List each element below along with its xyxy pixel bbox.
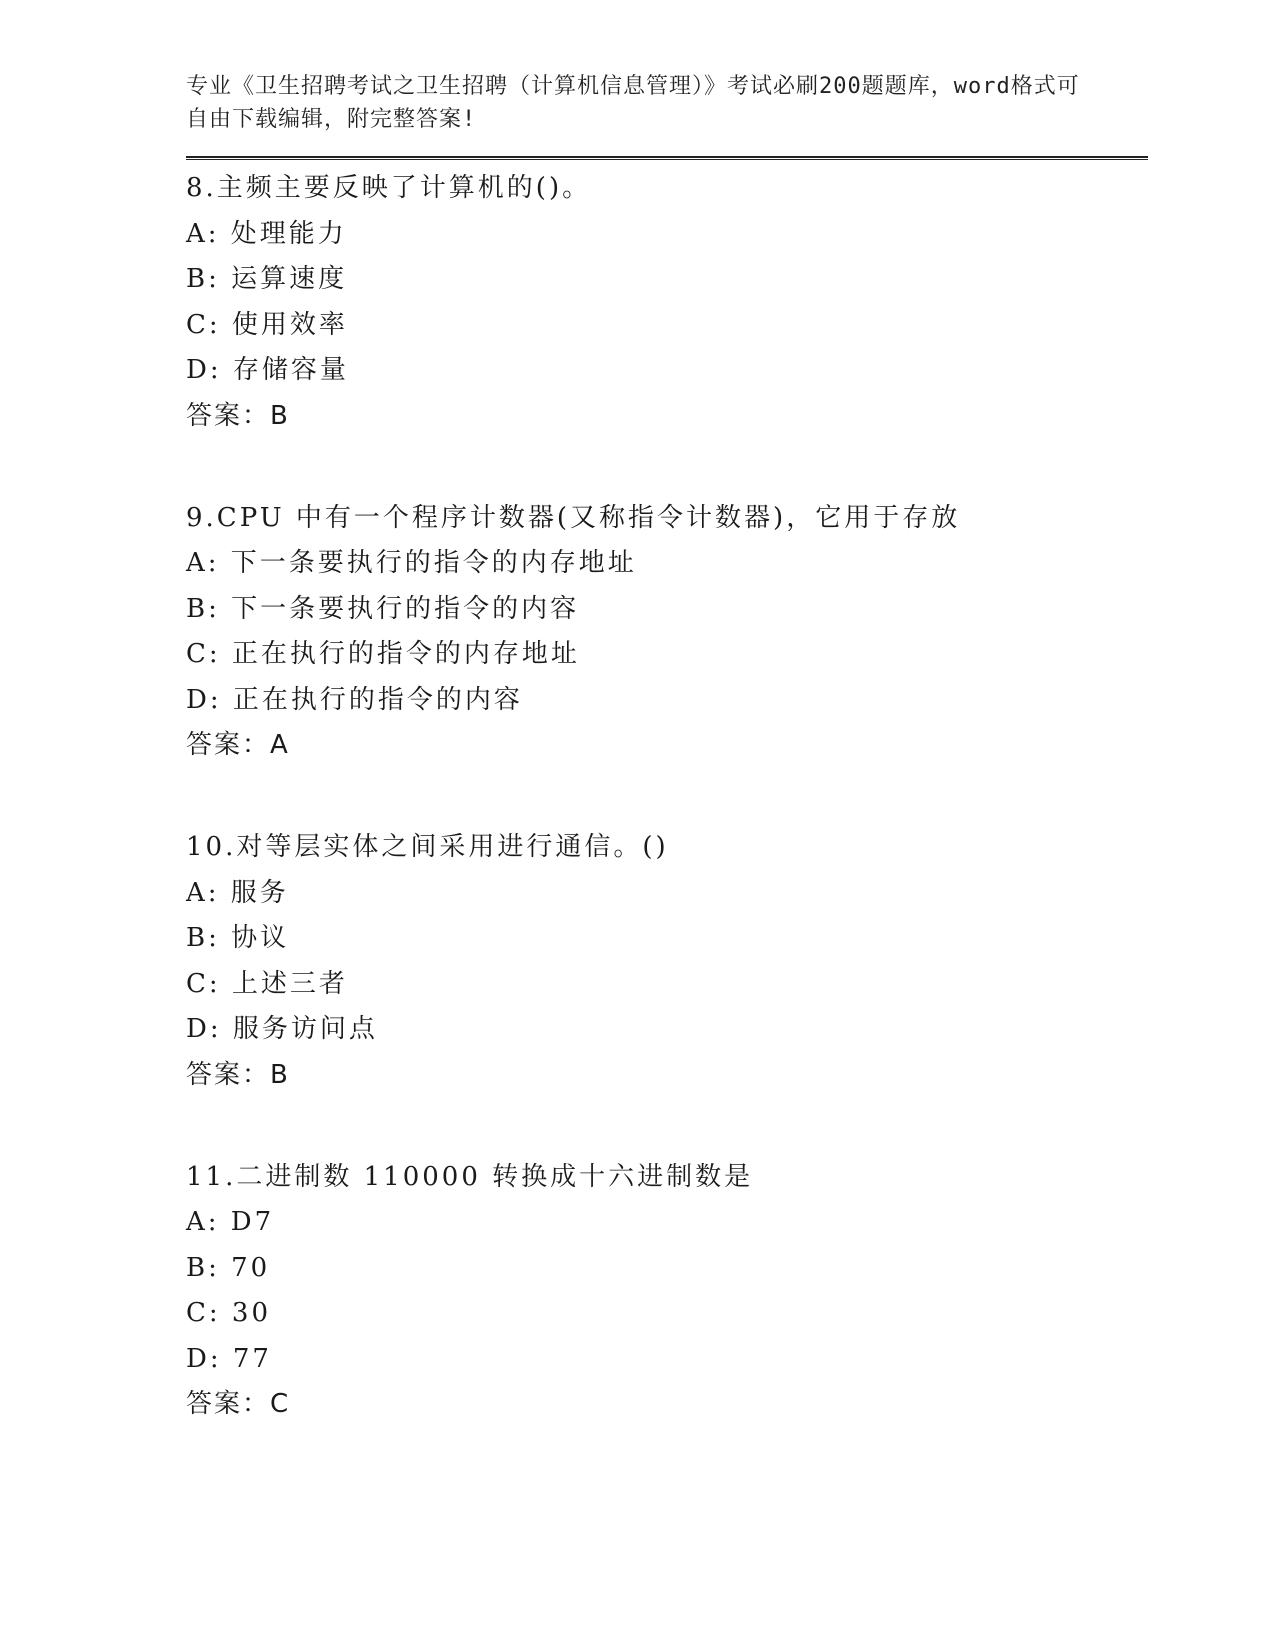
- spacer: [186, 1098, 1146, 1149]
- option-d: D: 存储容量: [186, 355, 349, 385]
- answer: 答案：C: [186, 1389, 291, 1419]
- question-stem: 8.主频主要反映了计算机的()。: [186, 173, 592, 203]
- option-d: D: 77: [186, 1343, 272, 1374]
- option-b: B: 协议: [186, 923, 290, 953]
- option-d: D: 正在执行的指令的内容: [186, 684, 523, 715]
- document-header: 专业《卫生招聘考试之卫生招聘（计算机信息管理）》考试必刷200题题库，word格式可自由下载编辑，附完整答案!: [186, 74, 1080, 132]
- answer: 答案：A: [186, 730, 290, 760]
- question-stem: 9.CPU 中有一个程序计数器(又称指令计数器)，它用于存放: [186, 502, 961, 533]
- option-a: A: 下一条要执行的指令的内存地址: [186, 548, 637, 578]
- option-b: B: 运算速度: [186, 264, 348, 294]
- question-8: [186, 166, 1146, 439]
- option-c: C: 上述三者: [186, 968, 348, 999]
- header-divider: [186, 156, 1148, 160]
- answer: 答案：B: [186, 1059, 290, 1090]
- option-c: C: 30: [186, 1298, 272, 1328]
- question-11: [186, 1155, 1146, 1428]
- option-a: A: 服务: [186, 877, 289, 908]
- answer: 答案：B: [186, 400, 290, 431]
- option-a: A: 处理能力: [186, 218, 347, 249]
- option-b: B: 70: [186, 1252, 271, 1283]
- option-b: B: 下一条要执行的指令的内容: [186, 593, 580, 624]
- option-c: C: 正在执行的指令的内存地址: [186, 639, 580, 669]
- question-10: [186, 825, 1146, 1098]
- spacer: [186, 768, 1146, 819]
- question-stem: 10.对等层实体之间采用进行通信。(): [186, 832, 669, 862]
- option-d: D: 服务访问点: [186, 1014, 378, 1044]
- document-page: [186, 70, 1146, 1427]
- option-c: C: 使用效率: [186, 309, 348, 340]
- question-stem: 11.二进制数 110000 转换成十六进制数是: [186, 1161, 754, 1192]
- option-a: A: D7: [186, 1207, 275, 1237]
- question-9: [186, 496, 1146, 769]
- spacer: [186, 439, 1146, 490]
